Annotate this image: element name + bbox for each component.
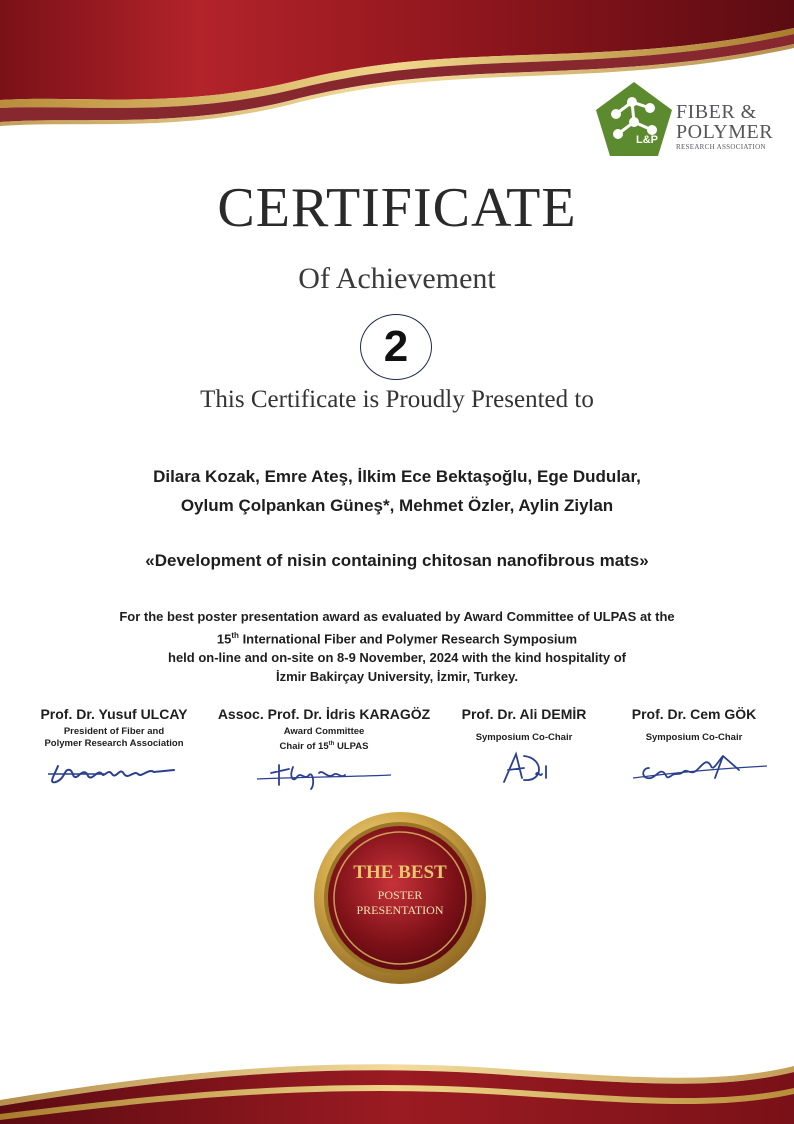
signature-demir-icon — [484, 748, 564, 788]
presented-to-text: This Certificate is Proudly Presented to — [200, 386, 594, 413]
author-line-2: Oylum Çolpankan Güneş*, Mehmet Özler, Aylin Ziylan — [180, 496, 614, 515]
award-line-2-ordinal: 15 — [216, 631, 232, 647]
award-line-2-rest: International Fiber and Polymer Research Symposium — [238, 631, 578, 647]
molecule-logo-icon — [592, 78, 676, 162]
author-list — [0, 462, 794, 520]
signatory-role-rest: ULPAS — [334, 741, 369, 753]
signatory-ulcay — [28, 706, 200, 790]
logo-line-2: POLYMER — [676, 121, 774, 143]
award-line-4: İzmir Bakirçay University, İzmir, Turkey. — [275, 669, 519, 685]
seal-line-1: THE BEST — [353, 862, 447, 883]
signatory-name: Prof. Dr. Cem GÖK — [631, 706, 757, 722]
signatory-role-line-1: President of Fiber and — [63, 726, 165, 737]
certificate-subtitle: Of Achievement — [298, 262, 496, 295]
seal-line-2: POSTER — [377, 888, 423, 902]
poster-title: «Development of nisin containing chitosan nanofibrous mats» — [145, 551, 649, 570]
signature-gok-icon — [619, 748, 769, 788]
seal-text — [312, 862, 488, 918]
logo-line-3: RESEARCH ASSOCIATION — [676, 143, 766, 151]
signature-karagoz-icon — [249, 757, 399, 793]
logo-line-1: FIBER & — [676, 101, 757, 123]
signatory-role-line-1: Award Committee — [283, 726, 365, 737]
signatory-gok — [606, 706, 782, 788]
logo-mark-text: L&P — [636, 134, 658, 146]
signatory-name: Prof. Dr. Yusuf ULCAY — [40, 706, 188, 722]
bottom-decorative-banner — [0, 1014, 794, 1124]
seal-line-3: PRESENTATION — [356, 903, 444, 917]
signatory-role-line-1: Symposium Co-Chair — [475, 732, 573, 743]
logo-text — [676, 102, 773, 151]
certificate-title: CERTIFICATE — [217, 177, 577, 239]
certificate-number-badge: 2 — [360, 314, 432, 380]
signatory-role-suffix: th — [328, 741, 335, 747]
signatory-role-ordinal: Chair of 15 — [279, 741, 329, 753]
award-line-3: held on-line and on-site on 8-9 November, 2024 with the kind hospitality of — [168, 650, 626, 666]
signatory-demir — [448, 706, 600, 788]
signatory-name: Assoc. Prof. Dr. İdris KARAGÖZ — [217, 706, 431, 722]
award-line-1: For the best poster presentation award as evaluated by Award Committee of ULPAS at the — [119, 609, 675, 624]
award-line-2 — [0, 626, 794, 648]
signatory-role-line-2 — [204, 738, 444, 753]
author-line-1: Dilara Kozak, Emre Ateş, İlkim Ece Bektaşoğlu, Ege Dudular, — [153, 467, 641, 486]
signature-ulcay-icon — [44, 754, 184, 790]
signatory-karagoz — [204, 706, 444, 793]
signatory-role-line-1: Symposium Co-Chair — [645, 732, 743, 743]
signatory-role-line-2: Polymer Research Association — [44, 738, 184, 749]
signatory-name: Prof. Dr. Ali DEMİR — [461, 706, 587, 722]
award-description — [0, 607, 794, 686]
best-poster-seal — [312, 810, 488, 986]
award-line-2-suffix: th — [231, 631, 239, 640]
association-logo — [592, 78, 772, 162]
